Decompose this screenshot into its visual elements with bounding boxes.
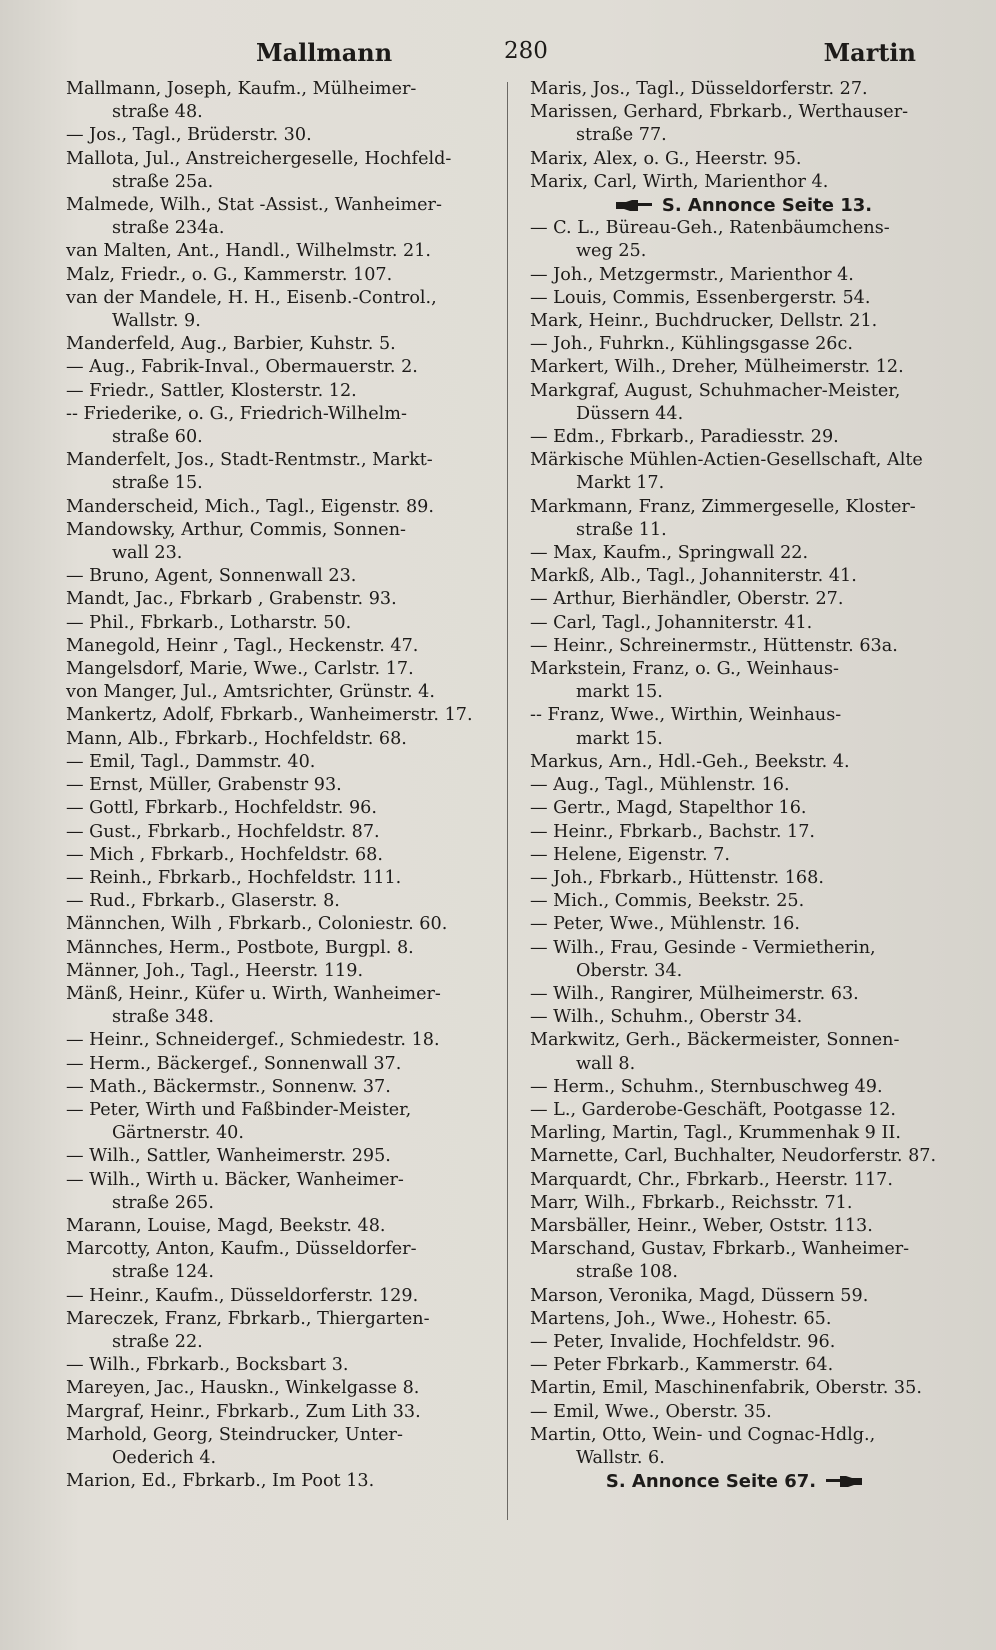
entry-text: — Aug., Tagl., Mühlenstr. 16. (530, 775, 790, 796)
directory-entry (530, 171, 948, 194)
entry-text: Malmede, Wilh., Stat -Assist., Wanheimer- (66, 195, 442, 216)
directory-entry (530, 1006, 948, 1029)
directory-entry (66, 449, 496, 495)
entry-continuation: Gärtnerstr. 40. (112, 1123, 244, 1144)
directory-entry (530, 658, 948, 704)
entry-text: Männches, Herm., Postbote, Burgpl. 8. (66, 937, 414, 958)
entry-continuation: Markt 17. (576, 473, 665, 494)
directory-entry (530, 449, 948, 495)
entry-text: — Peter Fbrkarb., Kammerstr. 64. (530, 1355, 834, 1376)
column-divider (507, 82, 508, 1520)
entry-text: — Joh., Metzgermstr., Marienthor 4. (530, 264, 854, 285)
entry-text: — Gust., Fbrkarb., Hochfeldstr. 87. (66, 821, 380, 842)
entry-text: — Heinr., Schneidergef., Schmiedestr. 18. (66, 1030, 440, 1051)
directory-entry (530, 751, 948, 774)
entry-continuation: straße 60. (112, 427, 203, 448)
entry-text: Mark, Heinr., Buchdrucker, Dellstr. 21. (530, 311, 878, 332)
entry-text: Martens, Joh., Wwe., Hohestr. 65. (530, 1308, 832, 1329)
entry-text: — Edm., Fbrkarb., Paradiesstr. 29. (530, 427, 839, 448)
entry-text: — Reinh., Fbrkarb., Hochfeldstr. 111. (66, 867, 402, 888)
entry-continuation: straße 15. (112, 473, 203, 494)
directory-entry (66, 960, 496, 983)
directory-entry (66, 1145, 496, 1168)
directory-entry (530, 101, 948, 147)
directory-entry (66, 1099, 496, 1145)
directory-entry (66, 937, 496, 960)
entry-text: — Peter, Wirth und Faßbinder-Meister, (66, 1099, 412, 1120)
directory-entry (66, 913, 496, 936)
header-first-name: Mallmann (256, 38, 393, 67)
page-number: 280 (504, 38, 548, 64)
entry-text: — Math., Bäckermstr., Sonnenw. 37. (66, 1076, 391, 1097)
entry-text: — Herm., Bäckergef., Sonnenwall 37. (66, 1053, 402, 1074)
entry-text: Marr, Wilh., Fbrkarb., Reichsstr. 71. (530, 1192, 853, 1213)
entry-text: — Heinr., Fbrkarb., Bachstr. 17. (530, 821, 815, 842)
entry-text: -- Friederike, o. G., Friedrich-Wilhelm- (66, 403, 407, 424)
entry-text: Mallmann, Joseph, Kaufm., Mülheimer- (66, 79, 417, 99)
entry-columns (66, 78, 956, 1493)
entry-text: — Carl, Tagl., Johanniterstr. 41. (530, 612, 813, 633)
entry-text: Manderfeld, Aug., Barbier, Kuhstr. 5. (66, 334, 396, 355)
entry-text: — Heinr., Kaufm., Düsseldorferstr. 129. (66, 1285, 419, 1306)
directory-entry (66, 1377, 496, 1400)
directory-entry (66, 612, 496, 635)
entry-text: Marquardt, Chr., Fbrkarb., Heerstr. 117. (530, 1169, 893, 1190)
directory-entry (530, 217, 948, 263)
entry-text: — Rud., Fbrkarb., Glaserstr. 8. (66, 891, 340, 912)
directory-entry (530, 1122, 948, 1145)
directory-entry (530, 1145, 948, 1168)
header-last-name: Martin (823, 38, 916, 67)
directory-entry (66, 264, 496, 287)
entry-text: — C. L., Büreau-Geh., Ratenbäumchens- (530, 218, 890, 239)
entry-text: — Joh., Fuhrkn., Kühlingsgasse 26c. (530, 334, 853, 355)
directory-entry (530, 937, 948, 983)
entry-text: — Heinr., Schreinermstr., Hüttenstr. 63a. (530, 635, 898, 656)
entry-text: Martin, Emil, Maschinenfabrik, Oberstr. 35. (530, 1378, 922, 1399)
entry-text: — Max, Kaufm., Springwall 22. (530, 543, 809, 564)
directory-entry (530, 496, 948, 542)
entry-continuation: straße 234a. (112, 218, 225, 239)
directory-entry (66, 1354, 496, 1377)
directory-entry (66, 728, 496, 751)
directory-entry (66, 194, 496, 240)
directory-entry (530, 821, 948, 844)
directory-entry (66, 983, 496, 1029)
entry-text: Manderfelt, Jos., Stadt-Rentmstr., Markt- (66, 450, 433, 471)
entry-text: — Bruno, Agent, Sonnenwall 23. (66, 566, 357, 587)
entry-text: Märkische Mühlen-Actien-Gesellschaft, Alte (530, 450, 923, 471)
entry-text: Margraf, Heinr., Fbrkarb., Zum Lith 33. (66, 1401, 421, 1422)
entry-text: — Peter, Wwe., Mühlenstr. 16. (530, 914, 800, 935)
directory-entry (66, 1029, 496, 1052)
directory-entry (66, 1169, 496, 1215)
entry-text: Marcotty, Anton, Kaufm., Düsseldorfer- (66, 1239, 417, 1260)
left-column (66, 78, 496, 1493)
directory-entry (530, 1331, 948, 1354)
entry-continuation: straße 77. (576, 125, 667, 146)
entry-text: Marling, Martin, Tagl., Krummenhak 9 II. (530, 1123, 901, 1144)
directory-entry (530, 1099, 948, 1122)
directory-entry (66, 751, 496, 774)
entry-text: — Jos., Tagl., Brüderstr. 30. (66, 125, 312, 146)
pointing-hand-icon (614, 199, 654, 213)
entry-text: Markert, Wilh., Dreher, Mülheimerstr. 12. (530, 357, 904, 378)
entry-text: — Emil, Wwe., Oberstr. 35. (530, 1401, 772, 1422)
directory-entry (66, 658, 496, 681)
entry-text: Maris, Jos., Tagl., Düsseldorferstr. 27. (530, 79, 868, 99)
entry-continuation: Oederich 4. (112, 1447, 217, 1468)
entry-text: Marion, Ed., Fbrkarb., Im Poot 13. (66, 1471, 375, 1492)
entry-text: Marann, Louise, Magd, Beekstr. 48. (66, 1215, 386, 1236)
entry-text: — Mich., Commis, Beekstr. 25. (530, 891, 805, 912)
directory-entry (530, 913, 948, 936)
directory-entry (66, 403, 496, 449)
directory-entry (66, 1076, 496, 1099)
directory-entry (66, 890, 496, 913)
entry-continuation: Wallstr. 9. (112, 311, 201, 332)
directory-entry (530, 867, 948, 890)
directory-entry (530, 426, 948, 449)
directory-entry (530, 78, 948, 101)
entry-continuation: straße 265. (112, 1192, 214, 1213)
entry-text: Markwitz, Gerh., Bäckermeister, Sonnen- (530, 1030, 900, 1051)
directory-entry (530, 380, 948, 426)
directory-entry (66, 1285, 496, 1308)
entry-text: Marson, Veronika, Magd, Düssern 59. (530, 1285, 869, 1306)
directory-entry (530, 333, 948, 356)
entry-text: Marix, Carl, Wirth, Marienthor 4. (530, 171, 829, 192)
directory-entry (530, 264, 948, 287)
directory-entry (530, 797, 948, 820)
entry-text: Markß, Alb., Tagl., Johanniterstr. 41. (530, 566, 857, 587)
entry-text: — Emil, Tagl., Dammstr. 40. (66, 751, 316, 772)
entry-text: Männer, Joh., Tagl., Heerstr. 119. (66, 960, 364, 981)
directory-entry (530, 1029, 948, 1075)
pointing-hand-icon (824, 1475, 864, 1489)
entry-text: Markus, Arn., Hdl.-Geh., Beekstr. 4. (530, 751, 850, 772)
entry-continuation: straße 11. (576, 519, 667, 540)
entry-continuation: markt 15. (576, 728, 663, 749)
entry-text: Markgraf, August, Schuhmacher-Meister, (530, 380, 901, 401)
directory-entry (66, 287, 496, 333)
entry-text: Malz, Friedr., o. G., Kammerstr. 107. (66, 264, 393, 285)
directory-entry (530, 635, 948, 658)
entry-text: Mangelsdorf, Marie, Wwe., Carlstr. 17. (66, 659, 414, 680)
entry-text: — Wilh., Wirth u. Bäcker, Wanheimer- (66, 1169, 404, 1190)
directory-entry (66, 635, 496, 658)
entry-text: — Helene, Eigenstr. 7. (530, 844, 730, 865)
entry-text: Manegold, Heinr , Tagl., Heckenstr. 47. (66, 635, 419, 656)
annonce-text: S. Annonce Seite 67. (605, 1471, 817, 1493)
entry-continuation: Wallstr. 6. (576, 1447, 665, 1468)
directory-entry (66, 797, 496, 820)
entry-text: Mankertz, Adolf, Fbrkarb., Wanheimerstr. 17. (66, 705, 473, 726)
directory-entry (66, 148, 496, 194)
directory-entry (530, 1192, 948, 1215)
directory-entry (66, 1053, 496, 1076)
entry-continuation: straße 25a. (112, 171, 214, 192)
entry-text: Mandt, Jac., Fbrkarb , Grabenstr. 93. (66, 589, 397, 610)
directory-entry (530, 612, 948, 635)
directory-entry (530, 1169, 948, 1192)
directory-entry (530, 1308, 948, 1331)
entry-text: Mareyen, Jac., Hauskn., Winkelgasse 8. (66, 1378, 420, 1399)
entry-continuation: straße 348. (112, 1007, 214, 1028)
entry-continuation: markt 15. (576, 682, 663, 703)
entry-text: — Phil., Fbrkarb., Lotharstr. 50. (66, 612, 352, 633)
directory-entry (530, 844, 948, 867)
entry-text: — Herm., Schuhm., Sternbuschweg 49. (530, 1076, 883, 1097)
directory-entry (66, 1470, 496, 1493)
entry-text: Markstein, Franz, o. G., Weinhaus- (530, 659, 839, 680)
entry-text: van Malten, Ant., Handl., Wilhelmstr. 21. (66, 241, 432, 262)
directory-entry (66, 821, 496, 844)
directory-entry (66, 78, 496, 124)
entry-text: — Gertr., Magd, Stapelthor 16. (530, 798, 807, 819)
entry-text: van der Mandele, H. H., Eisenb.-Control., (66, 287, 437, 308)
right-column (530, 78, 948, 1493)
directory-entry (530, 1215, 948, 1238)
entry-text: -- Franz, Wwe., Wirthin, Weinhaus- (530, 705, 842, 726)
entry-text: — Joh., Fbrkarb., Hüttenstr. 168. (530, 867, 824, 888)
entry-text: — Wilh., Fbrkarb., Bocksbart 3. (66, 1355, 349, 1376)
directory-entry (530, 1377, 948, 1400)
entry-text: Mareczek, Franz, Fbrkarb., Thiergarten- (66, 1308, 430, 1329)
entry-text: — Gottl, Fbrkarb., Hochfeldstr. 96. (66, 798, 377, 819)
entry-continuation: Oberstr. 34. (576, 960, 683, 981)
entry-text: — Aug., Fabrik-Inval., Obermauerstr. 2. (66, 357, 418, 378)
directory-entry (530, 542, 948, 565)
directory-entry (66, 565, 496, 588)
entry-continuation: weg 25. (576, 241, 647, 262)
entry-text: — Wilh., Frau, Gesinde - Vermietherin, (530, 937, 876, 958)
entry-continuation: Düssern 44. (576, 403, 684, 424)
directory-entry (66, 240, 496, 263)
entry-text: — Mich , Fbrkarb., Hochfeldstr. 68. (66, 844, 383, 865)
directory-entry (66, 356, 496, 379)
directory-entry (66, 496, 496, 519)
directory-entry (530, 356, 948, 379)
entry-text: — Ernst, Müller, Grabenstr 93. (66, 775, 342, 796)
entry-continuation: straße 108. (576, 1262, 678, 1283)
directory-entry (530, 287, 948, 310)
entry-text: Marhold, Georg, Steindrucker, Unter- (66, 1424, 403, 1445)
entry-text: Markmann, Franz, Zimmergeselle, Kloster- (530, 496, 916, 517)
entry-text: — Louis, Commis, Essenbergerstr. 54. (530, 287, 871, 308)
directory-entry (530, 310, 948, 333)
entry-text: — Wilh., Sattler, Wanheimerstr. 295. (66, 1146, 391, 1167)
entry-text: Mann, Alb., Fbrkarb., Hochfeldstr. 68. (66, 728, 407, 749)
entry-continuation: straße 48. (112, 102, 203, 123)
directory-entry (530, 1401, 948, 1424)
directory-entry (66, 333, 496, 356)
directory-entry (530, 148, 948, 171)
entry-continuation: wall 8. (576, 1053, 636, 1074)
directory-entry (530, 565, 948, 588)
directory-entry (530, 983, 948, 1006)
entry-continuation: straße 124. (112, 1262, 214, 1283)
directory-entry (66, 124, 496, 147)
directory-entry (530, 774, 948, 797)
directory-entry (530, 1424, 948, 1470)
entry-text: Marschand, Gustav, Fbrkarb., Wanheimer- (530, 1239, 910, 1260)
entry-text: — Friedr., Sattler, Klosterstr. 12. (66, 380, 357, 401)
annonce-text: S. Annonce Seite 13. (661, 195, 873, 217)
entry-continuation: wall 23. (112, 543, 183, 564)
directory-entry (66, 681, 496, 704)
entry-text: Marnette, Carl, Buchhalter, Neudorferstr. 87. (530, 1146, 937, 1167)
directory-entry (66, 867, 496, 890)
entry-text: Marsbäller, Heinr., Weber, Oststr. 113. (530, 1215, 873, 1236)
directory-entry (66, 774, 496, 797)
directory-entry (530, 890, 948, 913)
directory-entry (530, 1238, 948, 1284)
annonce-reference (530, 1470, 948, 1493)
entry-text: Mandowsky, Arthur, Commis, Sonnen- (66, 519, 406, 540)
directory-entry (66, 1308, 496, 1354)
entry-text: Marissen, Gerhard, Fbrkarb., Werthauser- (530, 102, 909, 123)
directory-entry (530, 1076, 948, 1099)
page-header (66, 34, 956, 78)
entry-text: Mänß, Heinr., Küfer u. Wirth, Wanheimer- (66, 983, 441, 1004)
directory-entry (66, 519, 496, 565)
entry-text: Mallota, Jul., Anstreichergeselle, Hochfeld- (66, 148, 452, 169)
entry-text: von Manger, Jul., Amtsrichter, Grünstr. 4. (66, 682, 435, 703)
directory-entry (530, 704, 948, 750)
directory-entry (66, 380, 496, 403)
directory-entry (66, 588, 496, 611)
directory-entry (66, 1238, 496, 1284)
entry-text: — Wilh., Rangirer, Mülheimerstr. 63. (530, 983, 859, 1004)
entry-text: — Arthur, Bierhändler, Oberstr. 27. (530, 589, 844, 610)
directory-entry (66, 844, 496, 867)
entry-text: Martin, Otto, Wein- und Cognac-Hdlg., (530, 1424, 876, 1445)
directory-entry (530, 588, 948, 611)
entry-text: — Peter, Invalide, Hochfeldstr. 96. (530, 1331, 836, 1352)
directory-entry (530, 1354, 948, 1377)
directory-entry (530, 1285, 948, 1308)
entry-continuation: straße 22. (112, 1331, 203, 1352)
annonce-reference (530, 194, 948, 217)
directory-entry (66, 1424, 496, 1470)
entry-text: — L., Garderobe-Geschäft, Pootgasse 12. (530, 1099, 897, 1120)
entry-text: Marix, Alex, o. G., Heerstr. 95. (530, 148, 802, 169)
entry-text: Männchen, Wilh , Fbrkarb., Coloniestr. 60. (66, 914, 448, 935)
entry-text: — Wilh., Schuhm., Oberstr 34. (530, 1007, 803, 1028)
directory-entry (66, 704, 496, 727)
entry-text: Manderscheid, Mich., Tagl., Eigenstr. 89. (66, 496, 434, 517)
directory-entry (66, 1215, 496, 1238)
directory-entry (66, 1401, 496, 1424)
